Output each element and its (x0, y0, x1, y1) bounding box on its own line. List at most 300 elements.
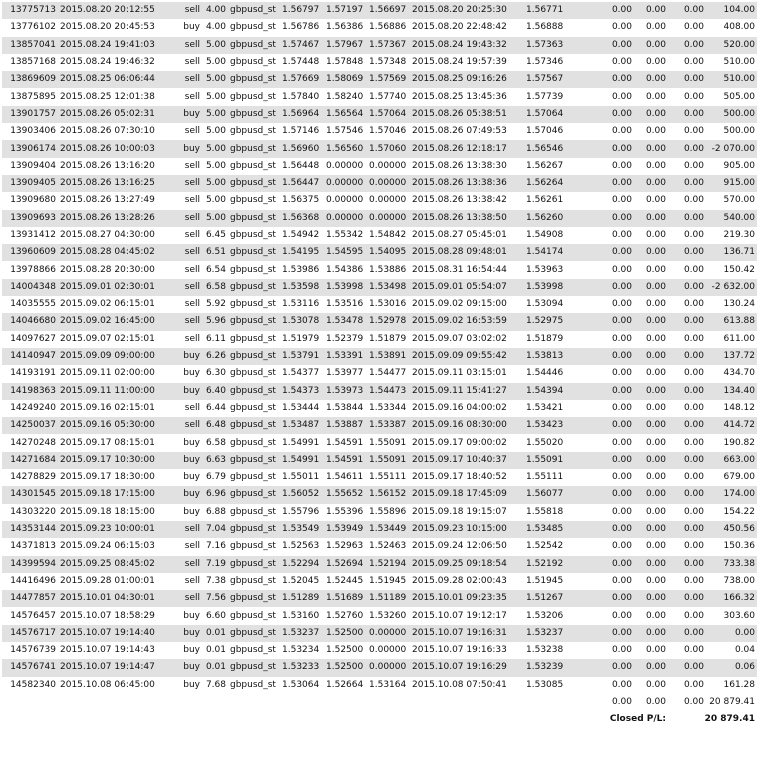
cell-size: 5.00 (202, 140, 228, 157)
cell-profit: 500.00 (706, 123, 757, 140)
cell-close-price: 1.54394 (524, 383, 574, 400)
trade-row (2, 383, 757, 400)
cell-ticket: 13857041 (2, 37, 58, 54)
cell-size: 7.68 (202, 677, 228, 694)
cell-stop-loss: 0.00000 (324, 192, 367, 209)
cell-size: 7.56 (202, 590, 228, 607)
cell-close-time: 2015.09.02 16:53:59 (410, 313, 524, 330)
cell-profit: 611.00 (706, 331, 757, 348)
cell-commission: 0.00 (574, 192, 634, 209)
cell-close-price: 1.56264 (524, 175, 574, 192)
cell-type: buy (172, 625, 202, 642)
cell-taxes: 0.00 (634, 469, 668, 486)
cell-swap: 0.00 (668, 365, 706, 382)
cell-ticket: 13903406 (2, 123, 58, 140)
cell-item: gbpusd_st (228, 106, 280, 123)
cell-open-time: 2015.09.11 02:00:00 (58, 365, 172, 382)
cell-take-profit: 1.53344 (367, 400, 410, 417)
cell-open-price: 1.57840 (280, 88, 324, 105)
cell-take-profit: 1.51879 (367, 331, 410, 348)
cell-close-price: 1.51267 (524, 590, 574, 607)
cell-type: buy (172, 659, 202, 676)
cell-size: 6.54 (202, 261, 228, 278)
cell-swap: 0.00 (668, 469, 706, 486)
cell-taxes: 0.00 (634, 210, 668, 227)
cell-ticket: 14582340 (2, 677, 58, 694)
cell-open-price: 1.51289 (280, 590, 324, 607)
total-swap: 0.00 (668, 694, 706, 711)
cell-close-time: 2015.09.16 04:00:02 (410, 400, 524, 417)
cell-open-price: 1.53986 (280, 261, 324, 278)
cell-ticket: 13978866 (2, 261, 58, 278)
cell-stop-loss: 1.53516 (324, 296, 367, 313)
cell-open-price: 1.57467 (280, 37, 324, 54)
cell-open-price: 1.55011 (280, 469, 324, 486)
cell-stop-loss: 1.53887 (324, 417, 367, 434)
cell-close-price: 1.53237 (524, 625, 574, 642)
cell-close-time: 2015.09.11 15:41:27 (410, 383, 524, 400)
cell-ticket: 13909405 (2, 175, 58, 192)
cell-item: gbpusd_st (228, 556, 280, 573)
cell-stop-loss: 1.51689 (324, 590, 367, 607)
trade-row (2, 607, 757, 624)
cell-taxes: 0.00 (634, 19, 668, 36)
trade-row (2, 348, 757, 365)
cell-ticket: 14301545 (2, 486, 58, 503)
cell-close-price: 1.57363 (524, 37, 574, 54)
cell-take-profit: 1.54473 (367, 383, 410, 400)
cell-close-price: 1.52542 (524, 538, 574, 555)
cell-type: sell (172, 175, 202, 192)
cell-type: sell (172, 158, 202, 175)
trade-row (2, 469, 757, 486)
cell-take-profit: 1.54842 (367, 227, 410, 244)
cell-swap: 0.00 (668, 590, 706, 607)
cell-close-time: 2015.09.07 03:02:02 (410, 331, 524, 348)
cell-take-profit: 0.00000 (367, 642, 410, 659)
cell-swap: 0.00 (668, 383, 706, 400)
total-profit: 20 879.41 (706, 694, 757, 711)
trade-row (2, 659, 757, 676)
cell-type: sell (172, 296, 202, 313)
cell-ticket: 14046680 (2, 313, 58, 330)
cell-close-price: 1.56771 (524, 2, 574, 19)
totals-row (2, 694, 757, 711)
cell-open-price: 1.53078 (280, 313, 324, 330)
cell-take-profit: 1.56886 (367, 19, 410, 36)
cell-open-price: 1.56960 (280, 140, 324, 157)
cell-type: sell (172, 88, 202, 105)
cell-profit: 738.00 (706, 573, 757, 590)
cell-size: 5.00 (202, 123, 228, 140)
cell-commission: 0.00 (574, 573, 634, 590)
cell-close-time: 2015.08.26 05:38:51 (410, 106, 524, 123)
cell-open-price: 1.54373 (280, 383, 324, 400)
cell-close-time: 2015.08.24 19:57:39 (410, 54, 524, 71)
cell-item: gbpusd_st (228, 192, 280, 209)
cell-open-time: 2015.09.18 18:15:00 (58, 504, 172, 521)
cell-stop-loss: 1.56386 (324, 19, 367, 36)
cell-size: 7.04 (202, 521, 228, 538)
cell-item: gbpusd_st (228, 642, 280, 659)
cell-close-price: 1.54446 (524, 365, 574, 382)
cell-type: buy (172, 140, 202, 157)
cell-type: sell (172, 538, 202, 555)
cell-swap: 0.00 (668, 556, 706, 573)
cell-taxes: 0.00 (634, 538, 668, 555)
cell-taxes: 0.00 (634, 400, 668, 417)
cell-take-profit: 1.51189 (367, 590, 410, 607)
cell-commission: 0.00 (574, 521, 634, 538)
cell-close-time: 2015.09.18 17:45:09 (410, 486, 524, 503)
cell-take-profit: 1.53891 (367, 348, 410, 365)
cell-profit: 510.00 (706, 71, 757, 88)
cell-close-price: 1.56077 (524, 486, 574, 503)
cell-take-profit: 1.55091 (367, 434, 410, 451)
cell-ticket: 14576717 (2, 625, 58, 642)
cell-stop-loss: 1.52500 (324, 659, 367, 676)
cell-taxes: 0.00 (634, 659, 668, 676)
cell-profit: 148.12 (706, 400, 757, 417)
cell-taxes: 0.00 (634, 434, 668, 451)
trade-row (2, 140, 757, 157)
cell-stop-loss: 1.52500 (324, 642, 367, 659)
totals-spacer (2, 694, 574, 711)
cell-commission: 0.00 (574, 175, 634, 192)
cell-item: gbpusd_st (228, 452, 280, 469)
cell-take-profit: 0.00000 (367, 625, 410, 642)
cell-open-price: 1.53549 (280, 521, 324, 538)
cell-swap: 0.00 (668, 486, 706, 503)
cell-commission: 0.00 (574, 158, 634, 175)
cell-type: buy (172, 434, 202, 451)
trade-row (2, 279, 757, 296)
cell-take-profit: 1.57060 (367, 140, 410, 157)
cell-taxes: 0.00 (634, 88, 668, 105)
cell-item: gbpusd_st (228, 331, 280, 348)
cell-open-time: 2015.08.26 05:02:31 (58, 106, 172, 123)
cell-size: 6.30 (202, 365, 228, 382)
cell-type: buy (172, 19, 202, 36)
cell-type: buy (172, 469, 202, 486)
cell-take-profit: 1.52463 (367, 538, 410, 555)
cell-close-time: 2015.09.11 03:15:01 (410, 365, 524, 382)
cell-taxes: 0.00 (634, 642, 668, 659)
cell-close-price: 1.51945 (524, 573, 574, 590)
cell-open-price: 1.51979 (280, 331, 324, 348)
cell-close-time: 2015.09.17 18:40:52 (410, 469, 524, 486)
cell-profit: 915.00 (706, 175, 757, 192)
cell-profit: 161.28 (706, 677, 757, 694)
cell-size: 5.00 (202, 192, 228, 209)
cell-open-price: 1.53064 (280, 677, 324, 694)
cell-open-price: 1.56797 (280, 2, 324, 19)
cell-type: sell (172, 261, 202, 278)
cell-swap: 0.00 (668, 642, 706, 659)
total-commission: 0.00 (574, 694, 634, 711)
cell-open-time: 2015.09.17 10:30:00 (58, 452, 172, 469)
cell-profit: 500.00 (706, 106, 757, 123)
cell-profit: 520.00 (706, 37, 757, 54)
trade-row (2, 296, 757, 313)
cell-item: gbpusd_st (228, 417, 280, 434)
cell-open-time: 2015.09.16 02:15:01 (58, 400, 172, 417)
cell-size: 5.92 (202, 296, 228, 313)
cell-open-price: 1.54377 (280, 365, 324, 382)
cell-size: 6.45 (202, 227, 228, 244)
cell-close-time: 2015.09.16 08:30:00 (410, 417, 524, 434)
cell-close-time: 2015.09.01 05:54:07 (410, 279, 524, 296)
cell-item: gbpusd_st (228, 521, 280, 538)
cell-item: gbpusd_st (228, 469, 280, 486)
trade-row (2, 261, 757, 278)
cell-stop-loss: 1.52379 (324, 331, 367, 348)
cell-size: 6.11 (202, 331, 228, 348)
cell-take-profit: 0.00000 (367, 175, 410, 192)
cell-close-price: 1.56267 (524, 158, 574, 175)
cell-type: buy (172, 452, 202, 469)
cell-open-time: 2015.10.01 04:30:01 (58, 590, 172, 607)
cell-profit: 137.72 (706, 348, 757, 365)
trade-row (2, 538, 757, 555)
cell-size: 0.01 (202, 642, 228, 659)
cell-profit: 408.00 (706, 19, 757, 36)
cell-stop-loss: 1.55342 (324, 227, 367, 244)
cell-item: gbpusd_st (228, 400, 280, 417)
cell-swap: 0.00 (668, 331, 706, 348)
cell-commission: 0.00 (574, 504, 634, 521)
cell-close-price: 1.53094 (524, 296, 574, 313)
cell-item: gbpusd_st (228, 210, 280, 227)
cell-size: 5.00 (202, 71, 228, 88)
cell-ticket: 14271684 (2, 452, 58, 469)
cell-type: sell (172, 2, 202, 19)
cell-size: 6.51 (202, 244, 228, 261)
cell-close-price: 1.53206 (524, 607, 574, 624)
cell-profit: 104.00 (706, 2, 757, 19)
cell-close-time: 2015.08.20 20:25:30 (410, 2, 524, 19)
cell-close-time: 2015.09.09 09:55:42 (410, 348, 524, 365)
cell-item: gbpusd_st (228, 140, 280, 157)
cell-swap: 0.00 (668, 659, 706, 676)
cell-swap: 0.00 (668, 279, 706, 296)
cell-item: gbpusd_st (228, 607, 280, 624)
cell-commission: 0.00 (574, 625, 634, 642)
cell-close-time: 2015.10.07 19:16:31 (410, 625, 524, 642)
cell-swap: 0.00 (668, 521, 706, 538)
cell-open-price: 1.54991 (280, 452, 324, 469)
cell-ticket: 14416496 (2, 573, 58, 590)
cell-stop-loss: 1.53973 (324, 383, 367, 400)
cell-size: 5.00 (202, 54, 228, 71)
cell-close-time: 2015.08.26 07:49:53 (410, 123, 524, 140)
cell-commission: 0.00 (574, 123, 634, 140)
closed-pl-row (2, 711, 757, 728)
cell-item: gbpusd_st (228, 486, 280, 503)
cell-swap: 0.00 (668, 54, 706, 71)
cell-item: gbpusd_st (228, 677, 280, 694)
cell-stop-loss: 1.57546 (324, 123, 367, 140)
cell-ticket: 14399594 (2, 556, 58, 573)
cell-take-profit: 1.55111 (367, 469, 410, 486)
cell-close-price: 1.54174 (524, 244, 574, 261)
cell-size: 7.19 (202, 556, 228, 573)
trade-row (2, 417, 757, 434)
trade-row (2, 625, 757, 642)
cell-item: gbpusd_st (228, 348, 280, 365)
cell-stop-loss: 1.55652 (324, 486, 367, 503)
cell-type: sell (172, 210, 202, 227)
cell-take-profit: 1.53449 (367, 521, 410, 538)
cell-open-time: 2015.08.24 19:41:03 (58, 37, 172, 54)
trade-row (2, 244, 757, 261)
cell-take-profit: 0.00000 (367, 659, 410, 676)
cell-open-price: 1.56052 (280, 486, 324, 503)
cell-taxes: 0.00 (634, 383, 668, 400)
cell-close-price: 1.57346 (524, 54, 574, 71)
cell-type: sell (172, 279, 202, 296)
cell-take-profit: 1.53498 (367, 279, 410, 296)
cell-item: gbpusd_st (228, 2, 280, 19)
cell-take-profit: 1.57064 (367, 106, 410, 123)
cell-profit: 540.00 (706, 210, 757, 227)
trade-row (2, 88, 757, 105)
cell-item: gbpusd_st (228, 313, 280, 330)
cell-item: gbpusd_st (228, 88, 280, 105)
cell-type: buy (172, 348, 202, 365)
cell-type: sell (172, 192, 202, 209)
cell-open-price: 1.56375 (280, 192, 324, 209)
cell-close-time: 2015.08.28 09:48:01 (410, 244, 524, 261)
cell-type: buy (172, 642, 202, 659)
cell-ticket: 14576457 (2, 607, 58, 624)
cell-commission: 0.00 (574, 677, 634, 694)
cell-open-time: 2015.09.01 02:30:01 (58, 279, 172, 296)
cell-take-profit: 1.52194 (367, 556, 410, 573)
cell-commission: 0.00 (574, 590, 634, 607)
cell-open-time: 2015.09.24 06:15:03 (58, 538, 172, 555)
cell-swap: 0.00 (668, 417, 706, 434)
cell-take-profit: 1.53886 (367, 261, 410, 278)
cell-size: 5.00 (202, 210, 228, 227)
cell-size: 6.26 (202, 348, 228, 365)
cell-close-time: 2015.10.01 09:23:35 (410, 590, 524, 607)
cell-commission: 0.00 (574, 659, 634, 676)
cell-open-time: 2015.09.23 10:00:01 (58, 521, 172, 538)
cell-ticket: 13775713 (2, 2, 58, 19)
cell-stop-loss: 1.52664 (324, 677, 367, 694)
cell-swap: 0.00 (668, 434, 706, 451)
cell-taxes: 0.00 (634, 504, 668, 521)
cell-close-time: 2015.10.08 07:50:41 (410, 677, 524, 694)
cell-take-profit: 1.57046 (367, 123, 410, 140)
cell-ticket: 14278829 (2, 469, 58, 486)
cell-size: 6.58 (202, 434, 228, 451)
cell-open-time: 2015.09.09 09:00:00 (58, 348, 172, 365)
cell-size: 6.40 (202, 383, 228, 400)
cell-open-time: 2015.08.26 13:28:26 (58, 210, 172, 227)
cell-close-price: 1.53085 (524, 677, 574, 694)
cell-ticket: 14004348 (2, 279, 58, 296)
cell-size: 6.88 (202, 504, 228, 521)
cell-open-time: 2015.08.26 13:16:20 (58, 158, 172, 175)
cell-commission: 0.00 (574, 642, 634, 659)
cell-profit: 303.60 (706, 607, 757, 624)
cell-swap: 0.00 (668, 88, 706, 105)
cell-stop-loss: 1.53998 (324, 279, 367, 296)
cell-open-time: 2015.09.16 05:30:00 (58, 417, 172, 434)
cell-close-time: 2015.09.18 19:15:07 (410, 504, 524, 521)
cell-close-price: 1.53963 (524, 261, 574, 278)
cell-close-time: 2015.09.17 10:40:37 (410, 452, 524, 469)
cell-stop-loss: 1.54591 (324, 452, 367, 469)
closed-trades-table (2, 2, 757, 728)
trade-row (2, 573, 757, 590)
trade-row (2, 677, 757, 694)
cell-type: sell (172, 54, 202, 71)
cell-profit: 134.40 (706, 383, 757, 400)
cell-ticket: 14249240 (2, 400, 58, 417)
cell-type: sell (172, 331, 202, 348)
cell-open-time: 2015.09.28 01:00:01 (58, 573, 172, 590)
trade-row (2, 400, 757, 417)
cell-open-price: 1.55796 (280, 504, 324, 521)
cell-ticket: 13909693 (2, 210, 58, 227)
cell-commission: 0.00 (574, 140, 634, 157)
cell-size: 6.48 (202, 417, 228, 434)
trade-row (2, 590, 757, 607)
cell-commission: 0.00 (574, 261, 634, 278)
cell-profit: -2 632.00 (706, 279, 757, 296)
cell-open-price: 1.57669 (280, 71, 324, 88)
cell-ticket: 14193191 (2, 365, 58, 382)
cell-close-price: 1.56260 (524, 210, 574, 227)
cell-profit: 434.70 (706, 365, 757, 382)
cell-taxes: 0.00 (634, 452, 668, 469)
cell-open-price: 1.52045 (280, 573, 324, 590)
cell-close-price: 1.55111 (524, 469, 574, 486)
cell-commission: 0.00 (574, 452, 634, 469)
trade-row (2, 210, 757, 227)
cell-taxes: 0.00 (634, 677, 668, 694)
cell-close-time: 2015.09.28 02:00:43 (410, 573, 524, 590)
cell-taxes: 0.00 (634, 625, 668, 642)
cell-ticket: 14353144 (2, 521, 58, 538)
cell-swap: 0.00 (668, 348, 706, 365)
cell-type: buy (172, 677, 202, 694)
cell-commission: 0.00 (574, 538, 634, 555)
cell-swap: 0.00 (668, 37, 706, 54)
cell-take-profit: 1.53164 (367, 677, 410, 694)
cell-taxes: 0.00 (634, 54, 668, 71)
cell-taxes: 0.00 (634, 365, 668, 382)
cell-item: gbpusd_st (228, 365, 280, 382)
cell-take-profit: 1.53260 (367, 607, 410, 624)
cell-profit: 150.42 (706, 261, 757, 278)
cell-commission: 0.00 (574, 210, 634, 227)
cell-item: gbpusd_st (228, 573, 280, 590)
cell-type: buy (172, 486, 202, 503)
cell-stop-loss: 1.52694 (324, 556, 367, 573)
cell-close-price: 1.51879 (524, 331, 574, 348)
cell-swap: 0.00 (668, 123, 706, 140)
trade-row (2, 192, 757, 209)
cell-stop-loss: 1.56560 (324, 140, 367, 157)
cell-profit: 150.36 (706, 538, 757, 555)
cell-size: 7.16 (202, 538, 228, 555)
cell-open-price: 1.52563 (280, 538, 324, 555)
cell-type: sell (172, 37, 202, 54)
